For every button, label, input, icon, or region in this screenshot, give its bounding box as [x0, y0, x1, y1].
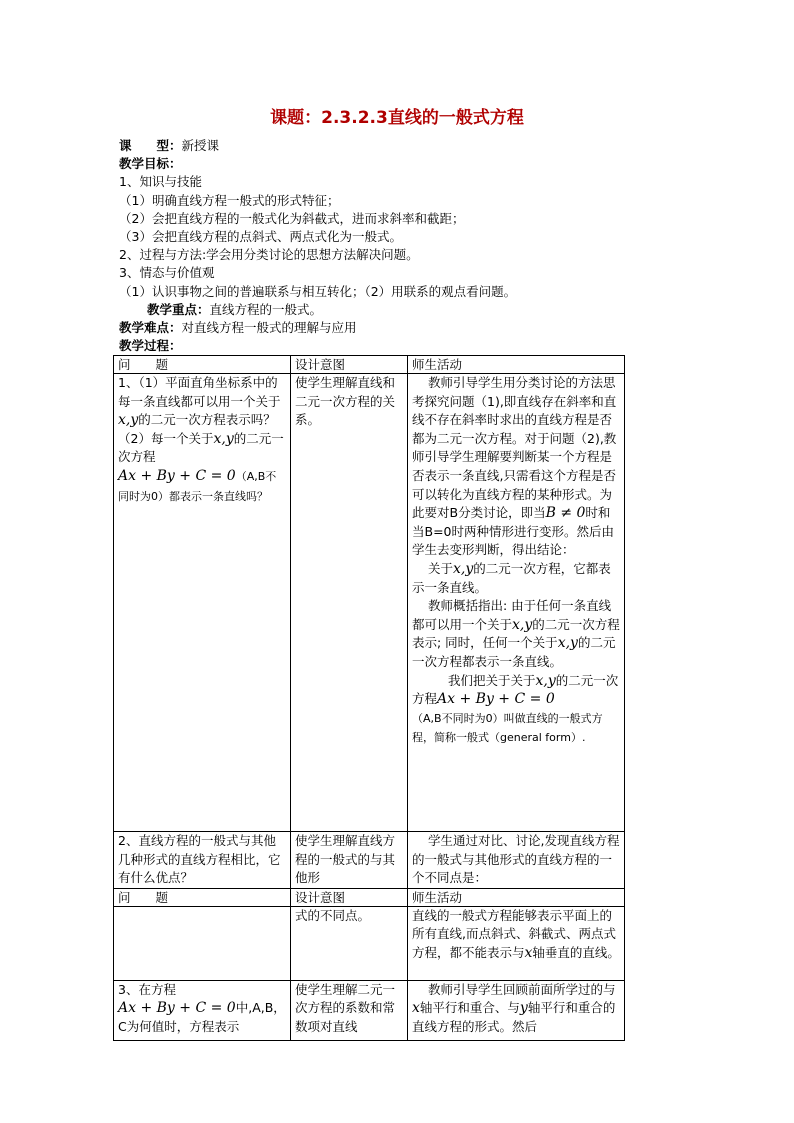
course-type-line: [119, 137, 639, 155]
header-intent: 设计意图: [291, 888, 408, 906]
course-type-label: 课 型：: [119, 138, 182, 153]
math-xy: x,y: [557, 635, 578, 652]
cell-text: 我们把关于关于: [448, 672, 536, 688]
math-x: x: [524, 944, 533, 961]
cell-text: （2）每一个关于: [118, 430, 214, 446]
cell-text: 3、在方程: [118, 981, 176, 997]
math-equation: Ax + By + C = 0: [437, 691, 555, 708]
cell-paragraph: [412, 597, 620, 671]
math-equation: Ax + By + C = 0: [118, 467, 236, 484]
activity-cell: 学生通过对比、讨论,发现直线方程的一般式与其他形式的直线方程的一个不同点是：: [408, 832, 625, 889]
key-point-value: 直线方程的一般式。: [209, 301, 323, 317]
table-row: [114, 980, 625, 1040]
cell-text: 的二元一次方程表示; 同时，任何一个关于: [412, 616, 620, 651]
math-y: y: [519, 1000, 528, 1017]
cell-text: 时和当B=0时两种情形进行变形。然后由学生去变形判断，得出结论：: [412, 505, 615, 558]
difficulty-label: 教学难点：: [119, 320, 182, 336]
cell-text: 关于: [428, 560, 454, 576]
cell-text: 教师引导学生用分类讨论的方法思考探究问题（1),即直线存在斜率和直线不存在斜率时求出的直线方程是否都为二元一次方程。对于问题（2),教师引导学生理解要判断某一个方程是否表示一条直线,只需看这个方程是否可以转化为直线方程的某种形式。为此要对B分类讨论，即当: [412, 375, 617, 521]
intent-cell: 使学生理解直线方程的一般式的与其他形: [291, 832, 408, 889]
header-question: 问 题: [114, 356, 291, 374]
key-point-label: 教学重点：: [147, 301, 210, 317]
activity-cell: [408, 980, 625, 1040]
objective-item: （2）会把直线方程的一般式化为斜截式，进而求斜率和截距；: [119, 210, 465, 226]
math-xy: x,y: [535, 672, 556, 689]
header-activity: 师生活动: [408, 356, 625, 374]
table-row: [114, 906, 625, 980]
cell-text: 轴平行和重合、与: [419, 1000, 520, 1016]
intent-cell: 使学生理解直线和二元一次方程的关系。: [291, 374, 408, 832]
table-row: [114, 832, 625, 889]
math-equation: Ax + By + C = 0: [118, 1000, 236, 1017]
activity-cell: [408, 906, 625, 980]
objective-item: 1、知识与技能: [119, 174, 202, 190]
lesson-header: [119, 137, 639, 355]
header-question: 问 题: [114, 888, 291, 906]
cell-text: 轴平行和重合的直线方程的形式。然后: [412, 1000, 616, 1034]
math-xy: x,y: [118, 412, 139, 429]
cell-text: 的二元一次方程: [412, 672, 619, 707]
cell-text: 轴垂直的直线。: [532, 944, 620, 960]
cell-text: 教师概括指出: 由于任何一条直线都可以用一个关于: [412, 598, 612, 632]
math-xy: x,y: [213, 430, 234, 447]
question-cell: 2、直线方程的一般式与其他几种形式的直线方程相比，它有什么优点？: [114, 832, 291, 889]
intent-cell: 使学生理解二元一次方程的系数和常数项对直线: [291, 980, 408, 1040]
header-intent: 设计意图: [291, 356, 408, 374]
table-row: [114, 374, 625, 832]
question-cell: [114, 980, 291, 1040]
difficulty-value: 对直线方程一般式的理解与应用: [181, 320, 357, 336]
table-header-row: [114, 888, 625, 906]
key-point-line: [119, 301, 639, 319]
difficulty-line: [119, 319, 639, 337]
process-table: [113, 355, 625, 1041]
cell-text: （A,B不同时为0）叫做直线的一般式方程，简称一般式（general form）.: [412, 711, 603, 745]
objective-item: 3、情态与价值观: [119, 265, 215, 281]
cell-text: 的二元一次方程表示吗？: [138, 412, 276, 428]
cell-text: 直线的一般式方程能够表示平面上的所有直线,而点斜式、斜截式、两点式方程，都不能表示与: [412, 907, 616, 960]
question-cell: [114, 374, 291, 832]
cell-text: 的二元一次方程: [118, 430, 284, 465]
question-cell: [114, 906, 291, 980]
cell-paragraph: [412, 374, 620, 560]
math-xy: x,y: [453, 560, 474, 577]
objective-item: （1）明确直线方程一般式的形式特征；: [119, 192, 340, 208]
objective-item: 2、过程与方法:学会用分类讨论的思想方法解决问题。: [119, 247, 419, 263]
cell-text: 教师引导学生回顾前面所学过的与: [428, 981, 616, 997]
course-type-value: 新授课: [181, 138, 220, 153]
cell-paragraph: [412, 560, 620, 597]
header-activity: 师生活动: [408, 888, 625, 906]
objective-item: （3）会把直线方程的点斜式、两点式化为一般式。: [119, 229, 402, 245]
activity-cell: [408, 374, 625, 832]
objective-item: （1）认识事物之间的普遍联系与相互转化；（2）用联系的观点看问题。: [119, 283, 517, 299]
cell-paragraph: [412, 672, 620, 748]
math-x: x: [412, 1000, 420, 1017]
cell-text: （A,B不同时为0）都表示一条直线吗？: [118, 469, 277, 503]
cell-text: 中,A,B，C为何值时，方程表示: [118, 1000, 286, 1034]
objectives-heading: 教学目标：: [119, 156, 182, 172]
table-header-row: [114, 356, 625, 374]
cell-text: 的二元一次方程都表示一条直线。: [412, 635, 616, 669]
page-title: 课题：2.3.2.3直线的一般式方程: [270, 108, 524, 128]
math-xy: x,y: [512, 616, 533, 633]
intent-cell: 式的不同点。: [291, 906, 408, 980]
math-b-not-zero: B ≠ 0: [545, 505, 586, 522]
cell-text: 的二元一次方程，它都表示一条直线。: [412, 560, 611, 595]
process-heading: 教学过程：: [119, 338, 182, 354]
cell-text: 1、（1）平面直角坐标系中的每一条直线都可以用一个关于: [118, 375, 281, 409]
